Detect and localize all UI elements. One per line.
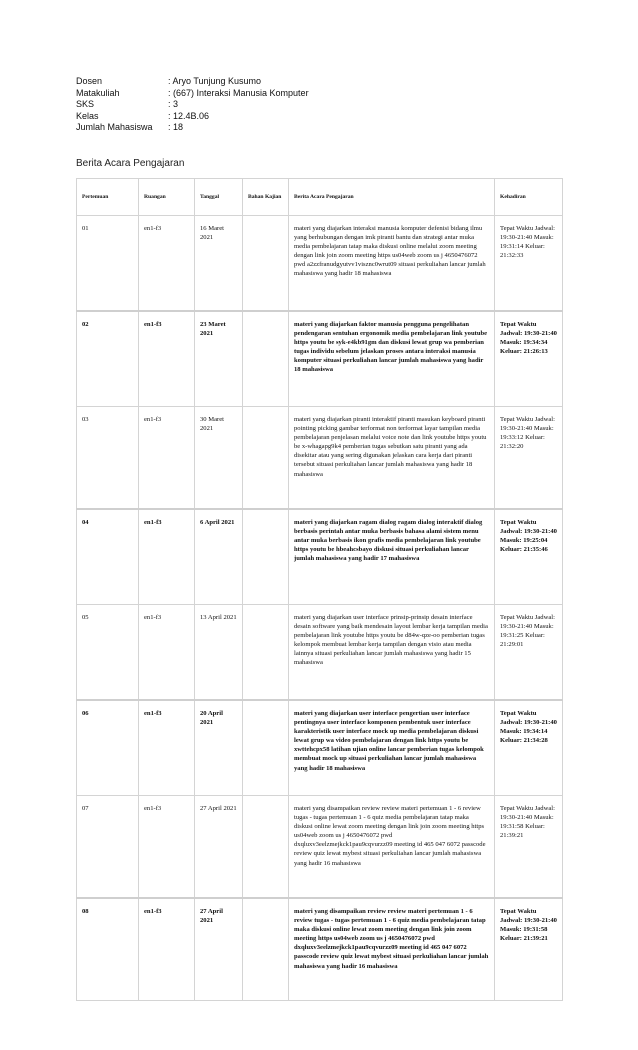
table-row — [77, 605, 563, 701]
cell-kehadiran: Tepat Waktu Jadwal: 19:30-21:40 Masuk: 19:31:25 Keluar: 21:29:01 — [495, 605, 563, 701]
cell-ruangan: en1-f3 — [139, 216, 195, 312]
header-pertemuan: Pertemuan — [77, 179, 139, 216]
header-kehadiran: Kehadiran — [495, 179, 563, 216]
cell-ruangan: en1-f3 — [139, 407, 195, 510]
cell-tanggal: 23 Maret 2021 — [195, 311, 243, 407]
cell-berita-acara: materi yang diajarkan interaksi manusia komputer defenisi bidang ilmu yang berhubungan dengan imk piranti bantu dan strategi antar muka media pembelajaran tatap maka diskusi online melalui zoom meeting dengan link join zoom meeting https us04web zoom us j 4650476072 pwd a2zzfranudgyutvv1visznc0wrut09 situasi perkuliahan lancar jumlah mahasiswa yang hadir 18 mahasiswa — [289, 216, 495, 312]
cell-berita-acara: materi yang diajarkan user interface pengertian user interface pentingnya user interface komponen pembentuk user interface karakteristik user interface mock up media pembelajaran diskusi lewat grup wa video pembelajaran dengan link https youtu be xwttehcpx58 latihan ujian online lancar pemberian tugas kelompok membuat mock up situasi perkuliahan lancar jumlah mahasiswa yang hadir 18 mahasiswa — [289, 700, 495, 796]
cell-bahan-kajian — [243, 796, 289, 899]
table-row — [77, 700, 563, 796]
cell-kehadiran: Tepat Waktu Jadwal: 19:30-21:40 Masuk: 19:34:34 Keluar: 21:26:13 — [495, 311, 563, 407]
cell-berita-acara: materi yang diajarkan piranti interaktif piranti masukan keyboard piranti pointing picking gambar terformat non terformat layar tampilan media pembelajaran penjelasan melalui voice note dan link youtube https youtu be x-whagapg9k4 pemberian tugas sebutkan satu piranti yang ada disekitar atau yang sering digunakan jelaskan cara kerja dari piranti tersebut situasi perkuliahan lancar jumlah mahasiswa yang hadir 18 mahasiswa — [289, 407, 495, 510]
info-row-jumlah-mahasiswa — [76, 122, 309, 134]
cell-bahan-kajian — [243, 509, 289, 605]
info-value: : 3 — [168, 99, 179, 109]
info-row-sks — [76, 99, 309, 111]
header-tanggal: Tanggal — [195, 179, 243, 216]
cell-ruangan: en1-f3 — [139, 311, 195, 407]
cell-bahan-kajian — [243, 700, 289, 796]
cell-kehadiran: Tepat Waktu Jadwal: 19:30-21:40 Masuk: 19:34:14 Keluar: 21:34:28 — [495, 700, 563, 796]
table-row — [77, 898, 563, 1001]
info-row-kelas — [76, 111, 309, 123]
table-row — [77, 509, 563, 605]
berita-acara-table-wrapper — [76, 178, 562, 1001]
info-label: Matakuliah — [76, 87, 120, 98]
info-label: Jumlah Mahasiswa — [76, 122, 153, 132]
cell-tanggal: 6 April 2021 — [195, 509, 243, 605]
table-header-row — [77, 179, 563, 216]
cell-pertemuan: 04 — [77, 509, 139, 605]
table-row — [77, 311, 563, 407]
cell-ruangan: en1-f3 — [139, 700, 195, 796]
cell-pertemuan: 03 — [77, 407, 139, 510]
cell-kehadiran: Tepat Waktu Jadwal: 19:30-21:40 Masuk: 19:31:14 Keluar: 21:32:33 — [495, 216, 563, 312]
info-label: Kelas — [76, 110, 99, 121]
cell-bahan-kajian — [243, 898, 289, 1001]
header-berita-acara: Berita Acara Pengajaran — [289, 179, 495, 216]
cell-tanggal: 27 April 2021 — [195, 898, 243, 1001]
cell-bahan-kajian — [243, 311, 289, 407]
cell-ruangan: en1-f3 — [139, 605, 195, 701]
cell-tanggal: 20 April 2021 — [195, 700, 243, 796]
cell-berita-acara: materi yang diajarkan faktor manusia pengguna pengelihatan pendengaran sentuhan ergonomik media pembelajaran link youtube https youtu be syk-e4kb91gm dan diskusi lewat grup wa pemberian tugas individu sebelum jelaskan proses antara interaksi manusia komputer situasi perkuliahan lancar jumlah mahasiswa yang hadir 18 mahasiswa — [289, 311, 495, 407]
cell-berita-acara: materi yang diajarkan ragam dialog ragam dialog interaktif dialog berbasis perintah antar muka berbasis bahasa alami sistem menu antar muka berbasis ikon grafis media pembelajaran link youtube https youtu be hbeahcsbayo diskusi situasi perkuliahan lancar jumlah mahasiswa yang hadir 17 mahasiswa — [289, 509, 495, 605]
info-value: : 12.4B.06 — [168, 110, 210, 121]
cell-berita-acara: materi yang disampaikan review review materi pertemuan 1 - 6 review tugas - tugas pertemuan 1 - 6 quiz media pembelajaran tatap maka diskusi online lewat zoom meeting dengan link join zoom meeting https us04web zoom us j 4650476072 pwd dxqluxv3eelzmejkck1pau9cqvurzz09 meeting id 465 047 6072 passcode review quiz lewat mybest situasi perkuliahan lancar jumlah mahasiswa yang hadir 16 mahasiswa — [289, 796, 495, 899]
berita-acara-table — [76, 178, 563, 1001]
cell-bahan-kajian — [243, 605, 289, 701]
section-title: Berita Acara Pengajaran — [76, 158, 185, 169]
info-value: : (667) Interaksi Manusia Komputer — [168, 87, 309, 98]
cell-tanggal: 16 Maret 2021 — [195, 216, 243, 312]
cell-ruangan: en1-f3 — [139, 796, 195, 899]
info-row-matakuliah — [76, 88, 309, 100]
header-ruangan: Ruangan — [139, 179, 195, 216]
cell-pertemuan: 05 — [77, 605, 139, 701]
cell-bahan-kajian — [243, 407, 289, 510]
cell-pertemuan: 06 — [77, 700, 139, 796]
cell-pertemuan: 08 — [77, 898, 139, 1001]
cell-tanggal: 27 April 2021 — [195, 796, 243, 899]
cell-kehadiran: Tepat Waktu Jadwal: 19:30-21:40 Masuk: 19:31:58 Keluar: 21:39:21 — [495, 898, 563, 1001]
info-label: Dosen — [76, 76, 103, 86]
cell-kehadiran: Tepat Waktu Jadwal: 19:30-21:40 Masuk: 19:31:58 Keluar: 21:39:21 — [495, 796, 563, 899]
cell-kehadiran: Tepat Waktu Jadwal: 19:30-21:40 Masuk: 19:25:04 Keluar: 21:35:46 — [495, 509, 563, 605]
cell-ruangan: en1-f3 — [139, 509, 195, 605]
cell-ruangan: en1-f3 — [139, 898, 195, 1001]
info-row-dosen — [76, 76, 309, 88]
cell-tanggal: 30 Maret 2021 — [195, 407, 243, 510]
info-label: SKS — [76, 99, 95, 109]
cell-kehadiran: Tepat Waktu Jadwal: 19:30-21:40 Masuk: 19:33:12 Keluar: 21:32:20 — [495, 407, 563, 510]
info-value: : Aryo Tunjung Kusumo — [168, 76, 262, 86]
cell-pertemuan: 07 — [77, 796, 139, 899]
cell-pertemuan: 02 — [77, 311, 139, 407]
cell-berita-acara: materi yang disampaikan review review materi pertemuan 1 - 6 review tugas - tugas pertemuan 1 - 6 quiz media pembelajaran tatap maka diskusi online lewat zoom meeting dengan link join zoom meeting https us04web zoom us j 4650476072 pwd dxqluxv3eelzmejkck1pau9cqvurzz09 meeting id 465 047 6072 passcode review quiz lewat mybest situasi perkuliahan lancar jumlah mahasiswa yang hadir 16 mahasiswa — [289, 898, 495, 1001]
cell-tanggal: 13 April 2021 — [195, 605, 243, 701]
info-value: : 18 — [168, 122, 184, 132]
cell-bahan-kajian — [243, 216, 289, 312]
cell-pertemuan: 01 — [77, 216, 139, 312]
table-row — [77, 796, 563, 899]
table-row — [77, 407, 563, 510]
table-row — [77, 216, 563, 312]
header-bahan-kajian: Bahan Kajian — [243, 179, 289, 216]
cell-berita-acara: materi yang diajarkan user interface prinsip-prinsip desain interface desain software yang baik mendesain layout lembar kerja tampilan media pembelajaran link youtube https youtu be d84w-qze-oo pemberian tugas kelompok membuat lembar kerja tampilan dengan visio atau media lainnya situasi perkuliahan lancar jumlah mahasiswa yang hadir 15 mahasiswa — [289, 605, 495, 701]
course-info — [76, 76, 309, 134]
